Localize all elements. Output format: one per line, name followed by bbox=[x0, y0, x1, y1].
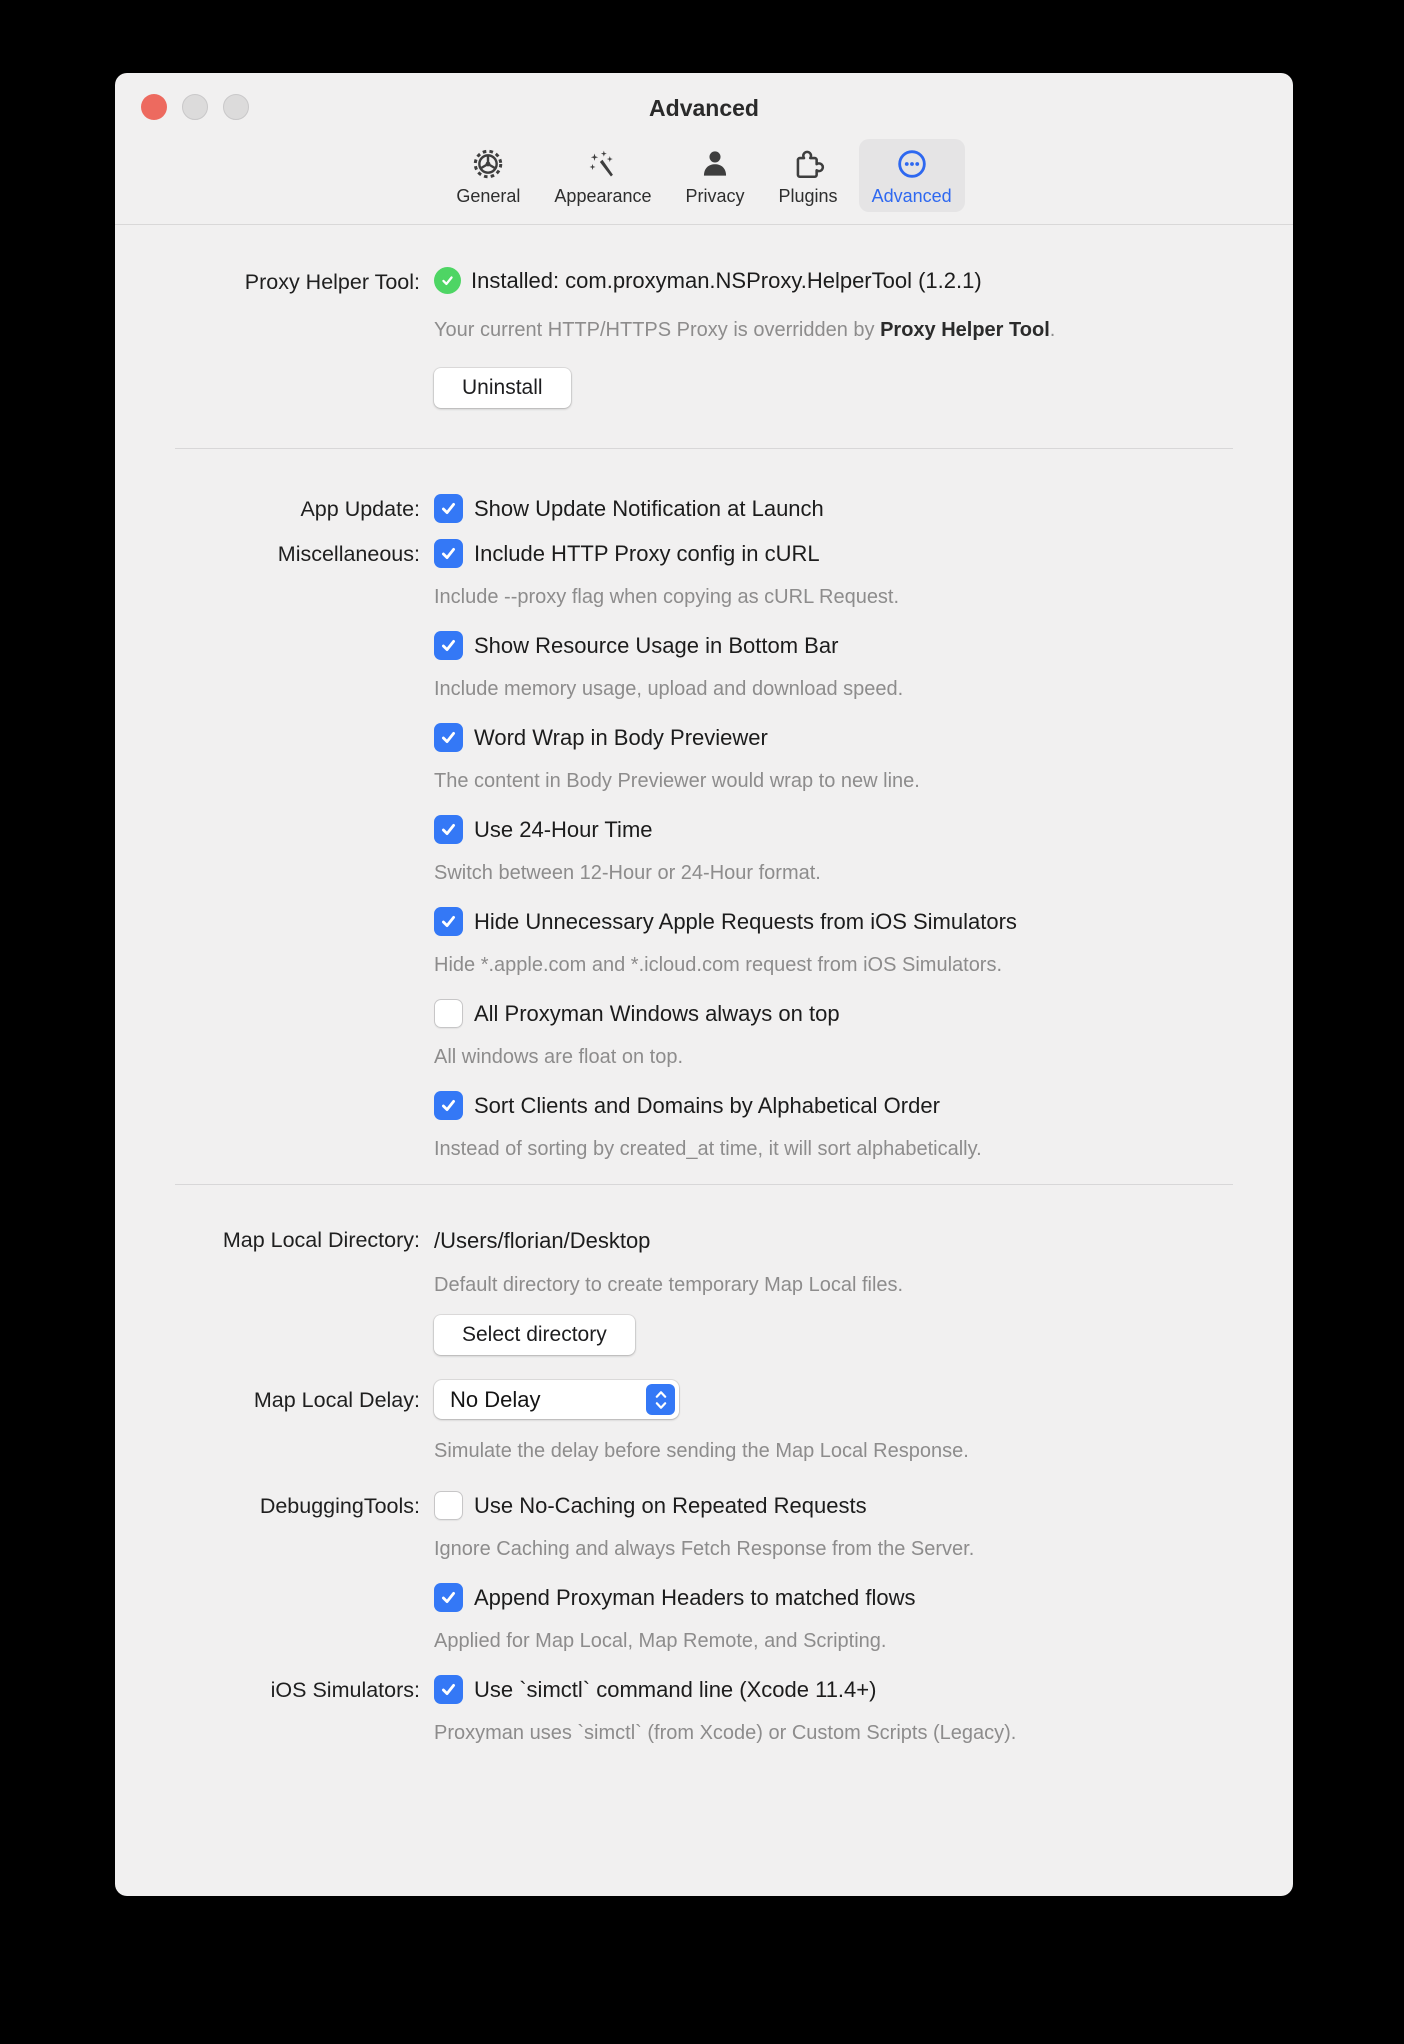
checkbox-row-sort-alphabetical[interactable]: Sort Clients and Domains by Alphabetical Order bbox=[434, 1091, 1263, 1120]
checkbox[interactable] bbox=[434, 723, 463, 752]
section-divider bbox=[175, 1184, 1233, 1185]
preferences-toolbar bbox=[115, 129, 1293, 225]
checkbox[interactable] bbox=[434, 631, 463, 660]
section-divider bbox=[175, 448, 1233, 449]
setting-description: Switch between 12-Hour or 24-Hour format. bbox=[434, 862, 821, 884]
magic-wand-icon bbox=[586, 147, 620, 181]
checkbox-row-windows-always-on-top[interactable]: All Proxyman Windows always on top bbox=[434, 999, 1263, 1028]
checkbox[interactable] bbox=[434, 907, 463, 936]
checkbox-row-show-update-notification[interactable]: Show Update Notification at Launch bbox=[434, 494, 1263, 523]
close-window-button[interactable] bbox=[141, 94, 167, 120]
installed-check-icon bbox=[434, 267, 461, 294]
tab-appearance-label: Appearance bbox=[554, 186, 652, 206]
setting-description: Simulate the delay before sending the Map Local Response. bbox=[434, 1440, 969, 1462]
checkbox[interactable] bbox=[434, 1583, 463, 1612]
app-update-label: App Update: bbox=[300, 497, 420, 521]
map-local-delay-label: Map Local Delay: bbox=[253, 1388, 420, 1412]
setting-description: The content in Body Previewer would wrap to new line. bbox=[434, 770, 920, 792]
proxy-helper-status bbox=[434, 267, 1263, 294]
ellipsis-circle-icon bbox=[895, 147, 929, 181]
zoom-window-button[interactable] bbox=[223, 94, 249, 120]
uninstall-button[interactable]: Uninstall bbox=[434, 368, 571, 408]
checkbox-row-24-hour-time[interactable]: Use 24-Hour Time bbox=[434, 815, 1263, 844]
tab-general-label: General bbox=[456, 186, 521, 206]
title-bar bbox=[115, 73, 1293, 129]
map-local-delay-select[interactable] bbox=[434, 1380, 679, 1419]
gear-icon bbox=[471, 147, 505, 181]
proxy-helper-tool-label: Proxy Helper Tool: bbox=[244, 270, 420, 294]
tab-advanced-label: Advanced bbox=[871, 186, 952, 206]
select-directory-button[interactable]: Select directory bbox=[434, 1315, 635, 1355]
tab-general[interactable] bbox=[443, 139, 533, 212]
checkbox-row-use-simctl[interactable]: Use `simctl` command line (Xcode 11.4+) bbox=[434, 1675, 1263, 1704]
setting-description: Ignore Caching and always Fetch Response from the Server. bbox=[434, 1538, 975, 1560]
setting-description: Default directory to create temporary Map Local files. bbox=[434, 1274, 904, 1296]
map-local-delay-value: No Delay bbox=[450, 1386, 541, 1412]
tab-plugins-label: Plugins bbox=[778, 186, 838, 206]
traffic-lights bbox=[141, 94, 249, 120]
advanced-settings-panel bbox=[115, 225, 1293, 1746]
ios-simulators-label: iOS Simulators: bbox=[270, 1678, 420, 1702]
window-title: Advanced bbox=[649, 95, 759, 121]
minimize-window-button[interactable] bbox=[182, 94, 208, 120]
checkbox[interactable] bbox=[434, 539, 463, 568]
tab-privacy[interactable] bbox=[673, 139, 758, 212]
tab-advanced[interactable] bbox=[859, 139, 965, 212]
checkbox[interactable] bbox=[434, 1491, 463, 1520]
checkbox-row-append-proxyman-headers[interactable]: Append Proxyman Headers to matched flows bbox=[434, 1583, 1263, 1612]
setting-description: All windows are float on top. bbox=[434, 1046, 684, 1068]
checkbox-row-include-http-proxy-curl[interactable]: Include HTTP Proxy config in cURL bbox=[434, 539, 1263, 568]
setting-description: Applied for Map Local, Map Remote, and Scripting. bbox=[434, 1630, 887, 1652]
miscellaneous-label: Miscellaneous: bbox=[277, 542, 420, 566]
preferences-window bbox=[115, 73, 1293, 1896]
person-icon bbox=[698, 147, 732, 181]
checkbox[interactable] bbox=[434, 1675, 463, 1704]
checkbox[interactable] bbox=[434, 494, 463, 523]
checkbox[interactable] bbox=[434, 999, 463, 1028]
checkbox-row-hide-apple-requests[interactable]: Hide Unnecessary Apple Requests from iOS Simulators bbox=[434, 907, 1263, 936]
proxy-helper-status-text: Installed: com.proxyman.NSProxy.HelperTool (1.2.1) bbox=[471, 268, 982, 293]
tab-privacy-label: Privacy bbox=[685, 186, 745, 206]
checkbox[interactable] bbox=[434, 815, 463, 844]
tab-plugins[interactable] bbox=[766, 139, 851, 212]
popup-chevrons-icon bbox=[646, 1384, 675, 1415]
puzzle-icon bbox=[791, 147, 825, 181]
setting-description: Instead of sorting by created_at time, it will sort alphabetically. bbox=[434, 1138, 982, 1160]
setting-description: Include --proxy flag when copying as cURL Request. bbox=[434, 586, 900, 608]
proxy-helper-description: Your current HTTP/HTTPS Proxy is overridden by Proxy Helper Tool. bbox=[434, 319, 1056, 341]
map-local-directory-value: /Users/florian/Desktop bbox=[434, 1228, 651, 1253]
debugging-tools-label: DebuggingTools: bbox=[259, 1494, 420, 1518]
setting-description: Hide *.apple.com and *.icloud.com request from iOS Simulators. bbox=[434, 954, 1003, 976]
checkbox[interactable] bbox=[434, 1091, 463, 1120]
checkbox-row-word-wrap[interactable]: Word Wrap in Body Previewer bbox=[434, 723, 1263, 752]
checkbox-row-show-resource-usage[interactable]: Show Resource Usage in Bottom Bar bbox=[434, 631, 1263, 660]
setting-description: Proxyman uses `simctl` (from Xcode) or Custom Scripts (Legacy). bbox=[434, 1722, 1017, 1744]
checkbox-row-no-caching[interactable]: Use No-Caching on Repeated Requests bbox=[434, 1491, 1263, 1520]
setting-description: Include memory usage, upload and download speed. bbox=[434, 678, 904, 700]
map-local-directory-label: Map Local Directory: bbox=[222, 1228, 420, 1252]
tab-appearance[interactable] bbox=[541, 139, 664, 212]
